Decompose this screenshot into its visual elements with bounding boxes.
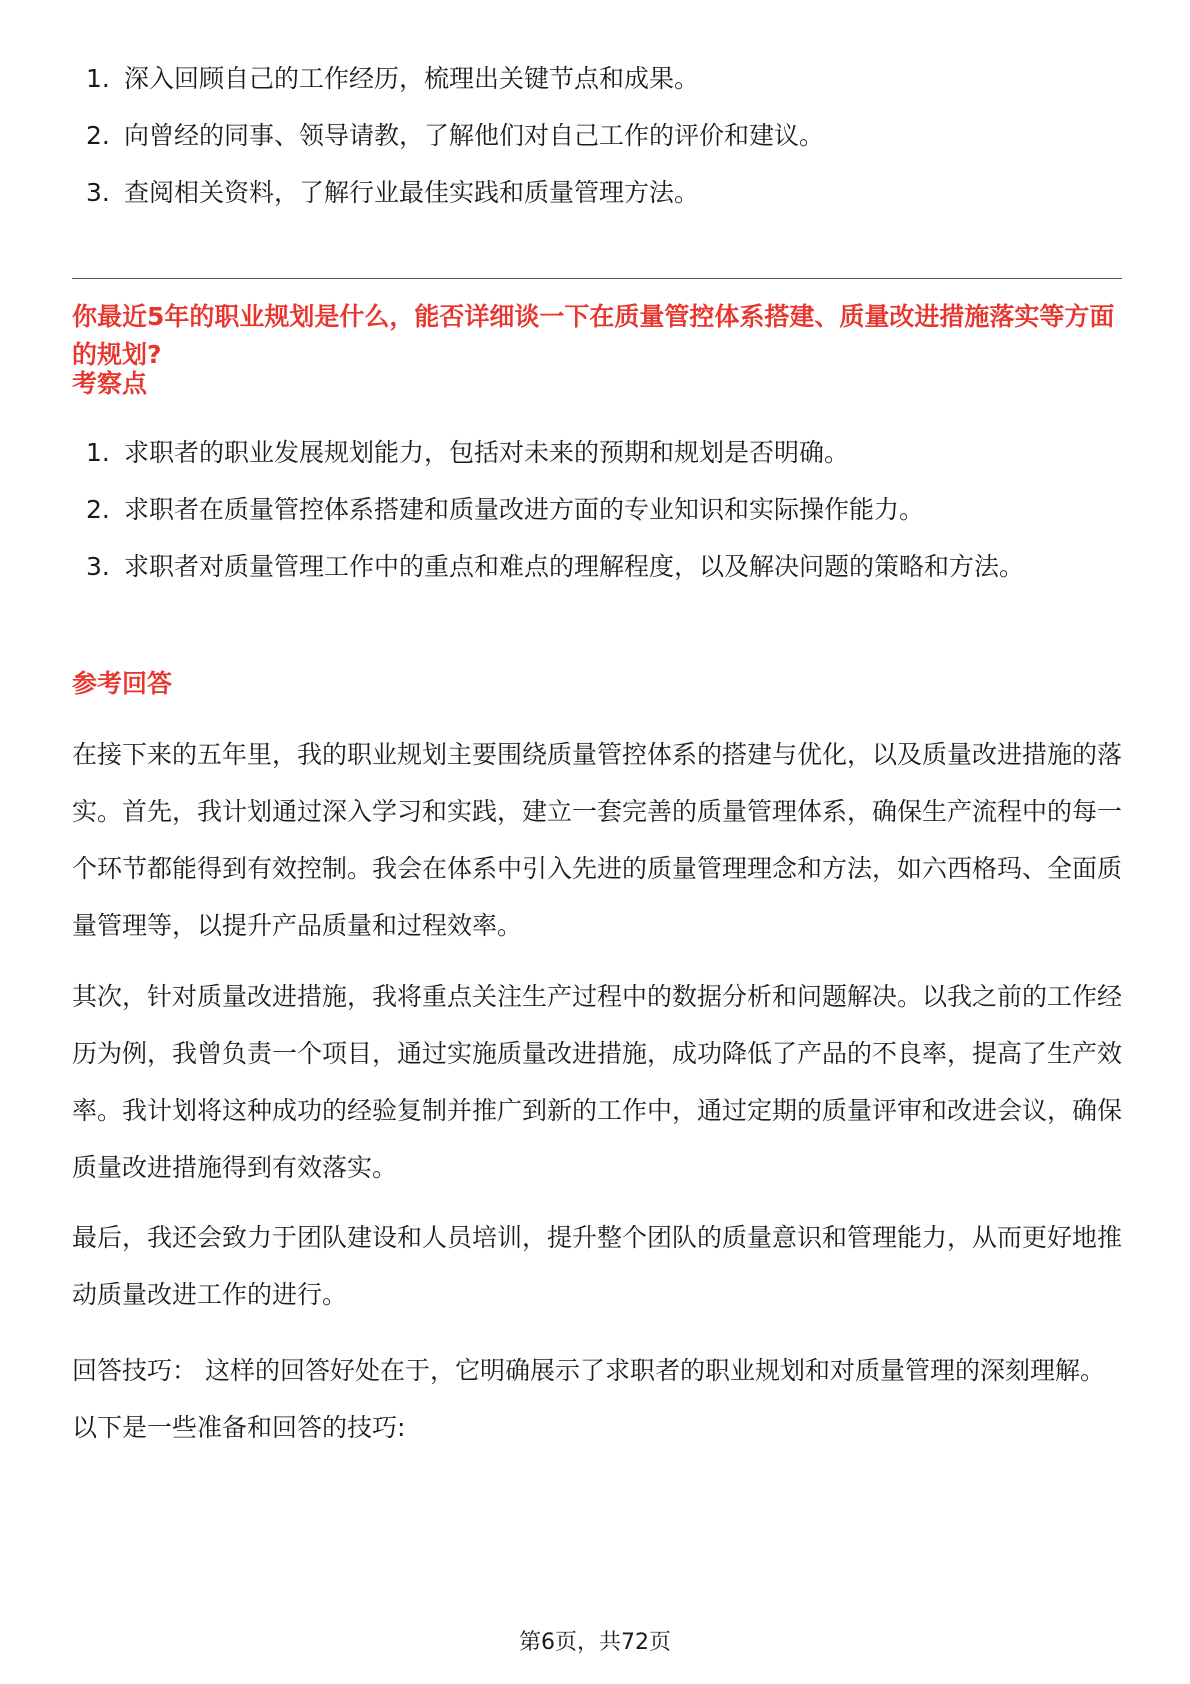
question-heading: 你最近5年的职业规划是什么，能否详细谈一下在质量管控体系搭建、质量改进措施落实等方面的规划? [72,302,1115,369]
page-number-footer: 第6页，共72页 [519,1630,671,1655]
reference-answer-heading: 参考回答 [72,669,173,698]
list-item: 1. 求职者的职业发展规划能力，包括对未来的预期和规划是否明确。 [86,438,850,467]
intro-list [72,50,1122,221]
list-item: 2. 向曾经的同事、领导请教，了解他们对自己工作的评价和建议。 [86,121,825,150]
answer-tips-paragraph: 回答技巧： 这样的回答好处在于，它明确展示了求职者的职业规划和对质量管理的深刻理解。以下是一些准备和回答的技巧: [72,1356,1105,1442]
list-item: 1. 深入回顾自己的工作经历，梳理出关键节点和成果。 [86,64,700,93]
list-item: 3. 求职者对质量管理工作中的重点和难点的理解程度，以及解决问题的策略和方法。 [86,552,1025,581]
list-item: 3. 查阅相关资料，了解行业最佳实践和质量管理方法。 [86,178,700,207]
answer-paragraph: 在接下来的五年里，我的职业规划主要围绕质量管控体系的搭建与优化，以及质量改进措施的落实。首先，我计划通过深入学习和实践，建立一套完善的质量管理体系，确保生产流程中的每一个环节都能得到有效控制。我会在体系中引入先进的质量管理理念和方法，如六西格玛、全面质量管理等，以提升产品质量和过程效率。 [72,740,1123,940]
answer-paragraph: 最后，我还会致力于团队建设和人员培训，提升整个团队的质量意识和管理能力，从而更好地推动质量改进工作的进行。 [72,1223,1123,1309]
exam-points-heading: 考察点 [72,369,148,398]
exam-points-list [72,424,1122,595]
section-divider [72,278,1122,279]
list-item: 2. 求职者在质量管控体系搭建和质量改进方面的专业知识和实际操作能力。 [86,495,925,524]
answer-paragraph: 其次，针对质量改进措施，我将重点关注生产过程中的数据分析和问题解决。以我之前的工作经历为例，我曾负责一个项目，通过实施质量改进措施，成功降低了产品的不良率，提高了生产效率。我计划将这种成功的经验复制并推广到新的工作中，通过定期的质量评审和改进会议，确保质量改进措施得到有效落实。 [72,982,1123,1182]
